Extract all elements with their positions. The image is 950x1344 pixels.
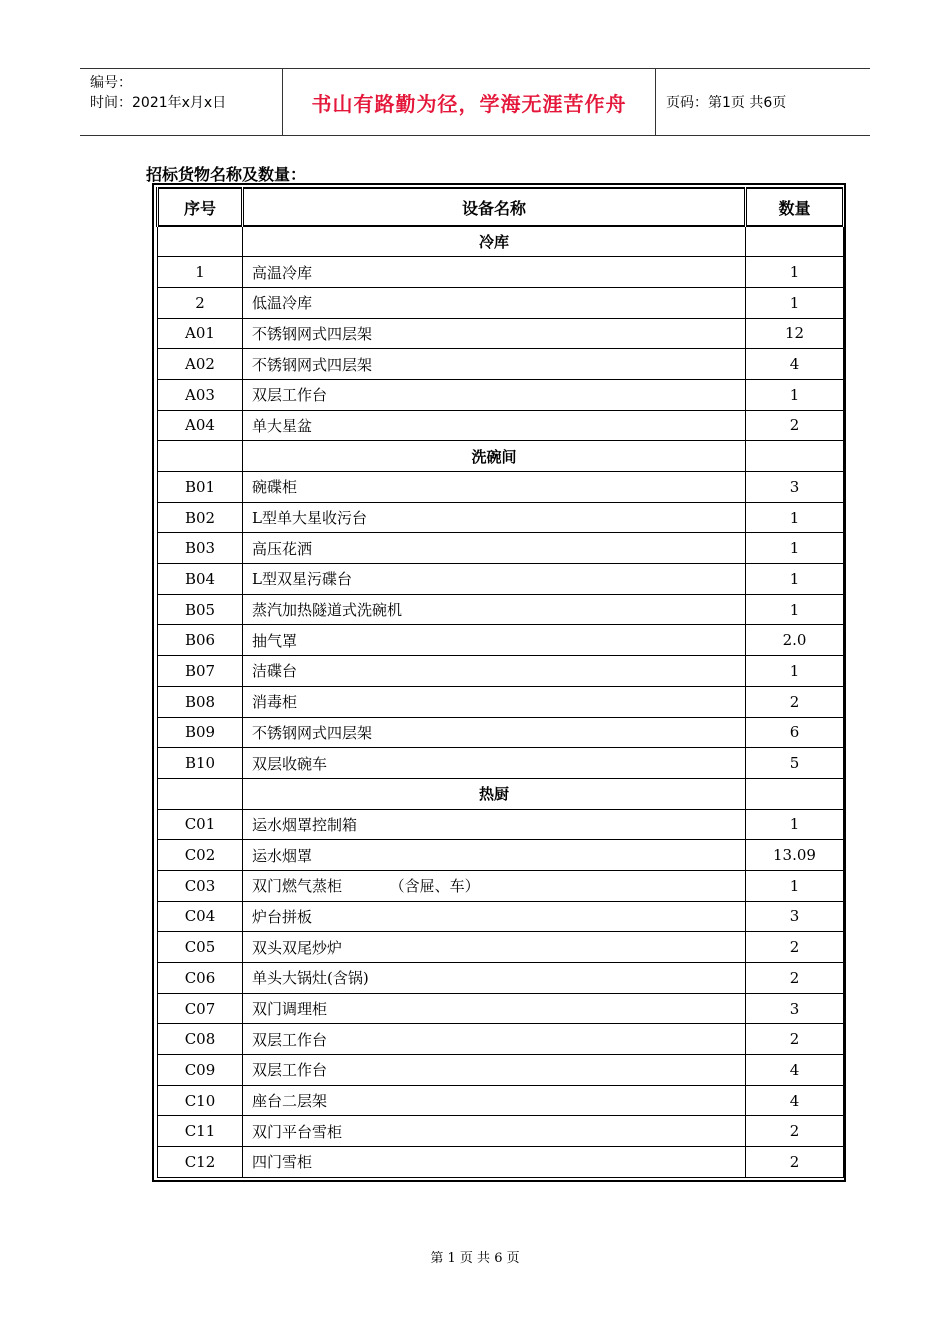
row-qty: 1 [746,809,844,840]
row-code: B05 [158,594,243,625]
row-name: 高压花洒 [243,533,746,564]
table-group-row [158,441,844,472]
table-row [158,686,844,717]
row-name: 双层收碗车 [243,748,746,779]
group-seq-cell [158,441,243,472]
table-row [158,1055,844,1086]
group-title: 热厨 [243,778,746,809]
table-row [158,870,844,901]
row-code: C09 [158,1055,243,1086]
row-name: 消毒柜 [243,686,746,717]
table-row [158,472,844,503]
row-name: 双层工作台 [243,1055,746,1086]
row-qty: 1 [746,656,844,687]
row-code: B10 [158,748,243,779]
table-row [158,594,844,625]
row-name: 双门平台雪柜 [243,1116,746,1147]
row-qty: 1 [746,594,844,625]
row-qty: 1 [746,533,844,564]
page-footer: 第 1 页 共 6 页 [430,1251,520,1266]
header-name: 设备名称 [243,188,746,226]
row-name: 双层工作台 [243,1024,746,1055]
row-name: 单头大锅灶(含锅) [243,963,746,994]
row-name: 运水烟罩 [243,840,746,871]
row-qty: 1 [746,564,844,595]
row-code: A02 [158,349,243,380]
group-seq-cell [158,778,243,809]
row-name: 双门燃气蒸柜 （含屉、车） [243,870,746,901]
row-name: 碗碟柜 [243,472,746,503]
table-row [158,349,844,380]
table-header-row [158,188,844,226]
row-code: C08 [158,1024,243,1055]
row-code: B08 [158,686,243,717]
row-code: C04 [158,901,243,932]
table-body [158,226,844,1177]
row-name: 双头双尾炒炉 [243,932,746,963]
row-qty: 2 [746,1024,844,1055]
row-code: A03 [158,379,243,410]
table-group-row [158,778,844,809]
group-qty-cell [746,441,844,472]
row-code: B04 [158,564,243,595]
row-name: 抽气罩 [243,625,746,656]
header-seq: 序号 [158,188,243,226]
group-qty-cell [746,778,844,809]
row-name: 单大星盆 [243,410,746,441]
table-row [158,257,844,288]
group-seq-cell [158,226,243,257]
row-qty: 1 [746,257,844,288]
row-qty: 1 [746,287,844,318]
table-row [158,379,844,410]
table-row [158,809,844,840]
header-page-info: 页码：第1页 共6页 [666,95,787,111]
row-qty: 2 [746,963,844,994]
row-name: 不锈钢网式四层架 [243,318,746,349]
row-code: B01 [158,472,243,503]
row-name: 低温冷库 [243,287,746,318]
time-label: 时间：2021年x月x日 [90,95,227,111]
row-qty: 2 [746,1116,844,1147]
row-name: 不锈钢网式四层架 [243,349,746,380]
row-code: C10 [158,1085,243,1116]
row-qty: 1 [746,379,844,410]
table-row [158,318,844,349]
number-label: 编号： [90,75,132,91]
table-row [158,1116,844,1147]
row-code: B07 [158,656,243,687]
row-name: 蒸汽加热隧道式洗碗机 [243,594,746,625]
table-row [158,748,844,779]
table-row [158,656,844,687]
table-row [158,410,844,441]
row-code: B02 [158,502,243,533]
group-title: 冷库 [243,226,746,257]
row-name: 洁碟台 [243,656,746,687]
row-qty: 1 [746,870,844,901]
row-code: B06 [158,625,243,656]
table-row [158,901,844,932]
row-code: C11 [158,1116,243,1147]
table-row [158,963,844,994]
row-name: L型单大星收污台 [243,502,746,533]
row-qty: 2 [746,410,844,441]
group-title: 洗碗间 [243,441,746,472]
row-code: C03 [158,870,243,901]
row-qty: 2.0 [746,625,844,656]
row-qty: 3 [746,472,844,503]
row-qty: 5 [746,748,844,779]
table-row [158,287,844,318]
table-row [158,625,844,656]
row-code: C02 [158,840,243,871]
row-code: B09 [158,717,243,748]
row-code: 1 [158,257,243,288]
table-row [158,840,844,871]
table-row [158,993,844,1024]
row-qty: 4 [746,349,844,380]
page-header [80,68,870,136]
row-qty: 12 [746,318,844,349]
row-qty: 6 [746,717,844,748]
row-qty: 4 [746,1055,844,1086]
row-qty: 3 [746,993,844,1024]
header-motto: 书山有路勤为径，学海无涯苦作舟 [282,69,656,135]
row-code: C12 [158,1147,243,1178]
table-row [158,1024,844,1055]
table-group-row [158,226,844,257]
row-qty: 2 [746,1147,844,1178]
row-code: B03 [158,533,243,564]
row-code: C01 [158,809,243,840]
row-code: C06 [158,963,243,994]
row-code: A04 [158,410,243,441]
row-name: 运水烟罩控制箱 [243,809,746,840]
row-name: 座台二层架 [243,1085,746,1116]
row-name: 四门雪柜 [243,1147,746,1178]
header-meta [80,69,282,135]
row-qty: 1 [746,502,844,533]
row-name: 双门调理柜 [243,993,746,1024]
row-code: C05 [158,932,243,963]
table-row [158,717,844,748]
row-name: L型双星污碟台 [243,564,746,595]
table-row [158,564,844,595]
row-qty: 2 [746,686,844,717]
row-qty: 2 [746,932,844,963]
row-name: 双层工作台 [243,379,746,410]
table-row [158,502,844,533]
header-qty: 数量 [746,188,844,226]
row-name: 不锈钢网式四层架 [243,717,746,748]
row-qty: 13.09 [746,840,844,871]
equipment-table-frame [152,183,846,1182]
table-row [158,533,844,564]
row-code: 2 [158,287,243,318]
table-row [158,1085,844,1116]
row-name: 高温冷库 [243,257,746,288]
section-title: 招标货物名称及数量： [146,165,307,184]
table-row [158,932,844,963]
row-qty: 3 [746,901,844,932]
table-row [158,1147,844,1178]
row-qty: 4 [746,1085,844,1116]
group-qty-cell [746,226,844,257]
equipment-table [156,187,845,1178]
row-code: A01 [158,318,243,349]
row-code: C07 [158,993,243,1024]
row-name: 炉台拼板 [243,901,746,932]
